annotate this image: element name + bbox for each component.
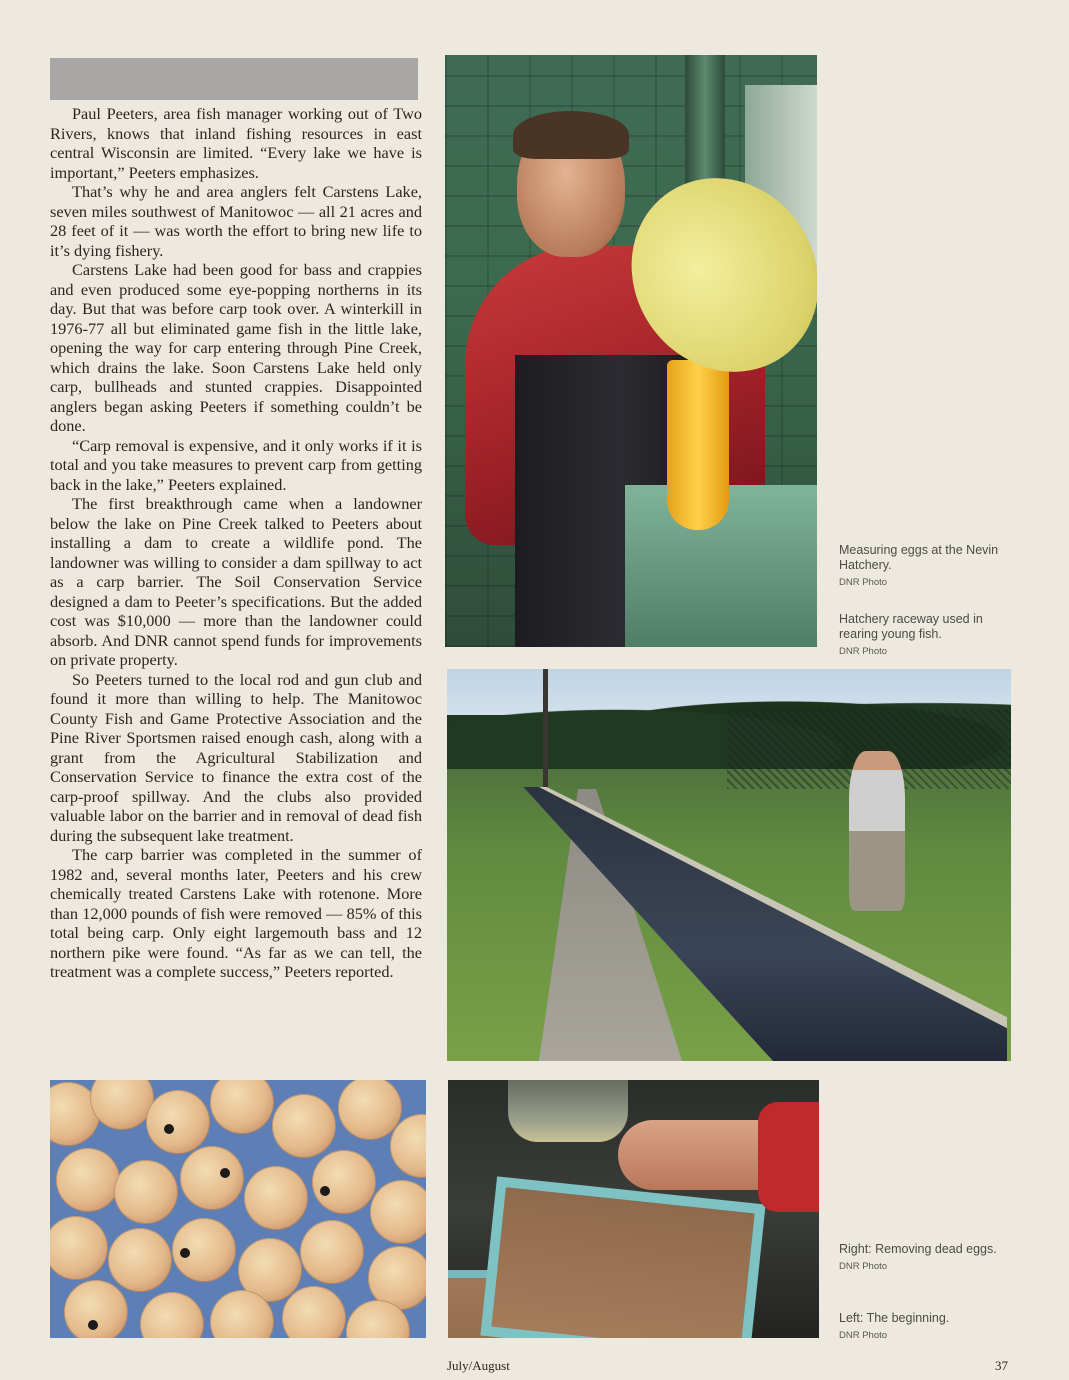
- fish-egg: [172, 1218, 236, 1282]
- fish-egg: [300, 1220, 364, 1284]
- article-paragraph: That’s why he and area anglers felt Carstens Lake, seven miles southwest of Manitowoc — all 21 acres and 28 feet of it — was worth the effort to bring new life to it’s dying fishery.: [50, 182, 422, 260]
- fish-egg: [210, 1080, 274, 1134]
- egg-eye: [220, 1168, 230, 1178]
- utility-pole: [543, 669, 548, 789]
- photo-credit: DNR Photo: [839, 577, 888, 588]
- caption-text: Measuring eggs at the Nevin Hatchery.: [839, 543, 999, 572]
- fish-egg: [244, 1166, 308, 1230]
- caption-text: Right: Removing dead eggs.: [839, 1242, 997, 1256]
- caption-removing-eggs: [839, 1242, 1019, 1273]
- egg-eye: [88, 1320, 98, 1330]
- fish-egg: [56, 1148, 120, 1212]
- egg-tray: [480, 1176, 765, 1338]
- header-bar: [50, 58, 418, 100]
- caption-text: Hatchery raceway used in rearing young fish.: [839, 612, 983, 641]
- photo-measuring-eggs: [445, 55, 817, 647]
- photo-removing-dead-eggs: [448, 1080, 819, 1338]
- article-paragraph: The first breakthrough came when a landowner below the lake on Pine Creek talked to Peeters about installing a dam to create a wildlife pond. The landowner was willing to consider a dam spillway to act as a carp barrier. The Soil Conservation Service designed a dam to Peeter’s specifications. But the added cost was $10,000 — more than the landowner could absorb. And DNR cannot spend funds for improvements on private property.: [50, 494, 422, 669]
- fish-egg: [180, 1146, 244, 1210]
- fish-egg: [272, 1094, 336, 1158]
- fish-egg: [114, 1160, 178, 1224]
- fish-egg: [312, 1150, 376, 1214]
- photo-hatchery-raceway: [447, 669, 1011, 1061]
- fish-egg: [370, 1180, 426, 1244]
- fish-egg: [146, 1090, 210, 1154]
- article-paragraph: Paul Peeters, area fish manager working out of Two Rivers, knows that inland fishing resources in east central Wisconsin are limited. “Every lake we have is important,” Peeters emphasizes.: [50, 104, 422, 182]
- egg-eye: [320, 1186, 330, 1196]
- caption-raceway: [839, 612, 1019, 658]
- page-number: 37: [995, 1358, 1008, 1373]
- article-paragraph: “Carp removal is expensive, and it only works if it is total and you take measures to prevent carp from getting back in the lake,” Peeters explained.: [50, 435, 422, 494]
- red-sleeve: [758, 1102, 819, 1212]
- article-paragraph: The carp barrier was completed in the summer of 1982 and, several months later, Peeters and his crew chemically treated Carstens Lake with rotenone. More than 12,000 pounds of fish were removed — 85% of this total being carp. Only eight largemouth bass and 12 northern pike were found. “As far as we can tell, the treatment was a complete success,” Peeters reported.: [50, 845, 422, 981]
- photo-credit: DNR Photo: [839, 1261, 888, 1272]
- caption-measuring-eggs: [839, 543, 1019, 589]
- fish-egg: [282, 1286, 346, 1338]
- article-body: [50, 104, 422, 982]
- fish-egg: [50, 1216, 108, 1280]
- photo-credit: DNR Photo: [839, 1330, 888, 1341]
- egg-jar: [508, 1080, 628, 1142]
- article-paragraph: So Peeters turned to the local rod and gun club and found it more than willing to help. The Manitowoc County Fish and Game Protective Association and the Pine River Sportsmen raised enough cash, along with a grant from the Agricultural Stabilization and Conservation Service to finance the extra cost of the carp-proof spillway. And the clubs also provided valuable labor on the barrier and in removal of dead fish during the subsequent lake treatment.: [50, 669, 422, 845]
- egg-eye: [164, 1124, 174, 1134]
- walking-man: [849, 751, 905, 911]
- man-hair: [513, 111, 629, 159]
- photo-credit: DNR Photo: [839, 646, 888, 657]
- fish-egg: [140, 1292, 204, 1338]
- fish-egg: [64, 1280, 128, 1338]
- issue-date: July/August: [447, 1358, 510, 1373]
- egg-eye: [180, 1248, 190, 1258]
- fish-egg: [108, 1228, 172, 1292]
- caption-beginning: [839, 1311, 1019, 1342]
- photo-fish-eggs-closeup: [50, 1080, 426, 1338]
- fish-egg: [90, 1080, 154, 1130]
- caption-text: Left: The beginning.: [839, 1311, 950, 1325]
- article-paragraph: Carstens Lake had been good for bass and crappies and even produced some eye-popping northerns in its day. But that was before carp took over. A winterkill in 1976-77 all but eliminated game fish in the little lake, opening the way for carp entering through Pine Creek, which drains the lake. Soon Carstens Lake held only carp, bullheads and stunted crappies. Disappointed anglers began asking Peeters if something couldn’t be done.: [50, 260, 422, 435]
- egg-cylinder: [667, 360, 729, 530]
